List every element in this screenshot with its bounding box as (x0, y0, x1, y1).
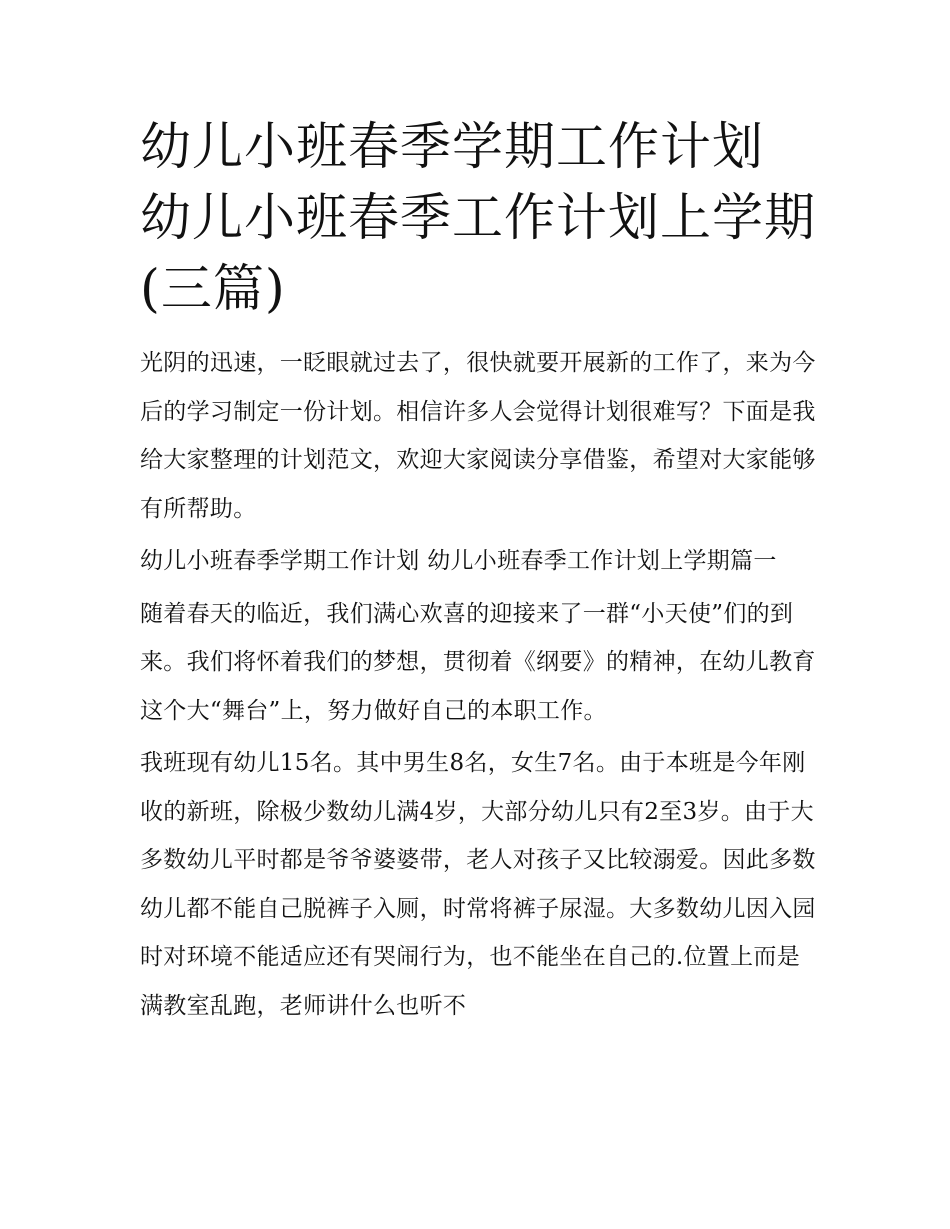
paragraph-body-1: 随着春天的临近，我们满心欢喜的迎接来了一群“小天使”们的到来。我们将怀着我们的梦想，贯彻着《纲要》的精神，在幼儿教育这个大“舞台”上，努力做好自己的本职工作。 (140, 600, 816, 724)
document-title: 幼儿小班春季学期工作计划 幼儿小班春季工作计划上学期(三篇) (140, 118, 817, 319)
document-page (140, 112, 820, 1034)
paragraph-body-2: 我班现有幼儿15名。其中男生8名，女生7名。由于本班是今年刚收的新班，除极少数幼儿满4岁，大部分幼儿只有2至3岁。由于大多数幼儿平时都是爷爷婆婆带，老人对孩子又比较溺爱。因此多数幼儿都不能自己脱裤子入厕，时常将裤子尿湿。大多数幼儿因入园时对环境不能适应还有哭闹行为，也不能坐在自己的.位置上而是满教室乱跑，老师讲什么也听不 (140, 750, 816, 1019)
paragraph-section-heading: 幼儿小班春季学期工作计划 幼儿小班春季工作计划上学期篇一 (140, 548, 777, 574)
paragraph-intro: 光阴的迅速，一眨眼就过去了，很快就要开展新的工作了，来为今后的学习制定一份计划。相信许多人会觉得计划很难写？下面是我给大家整理的计划范文，欢迎大家阅读分享借鉴，希望对大家能够有所帮助。 (140, 350, 816, 522)
